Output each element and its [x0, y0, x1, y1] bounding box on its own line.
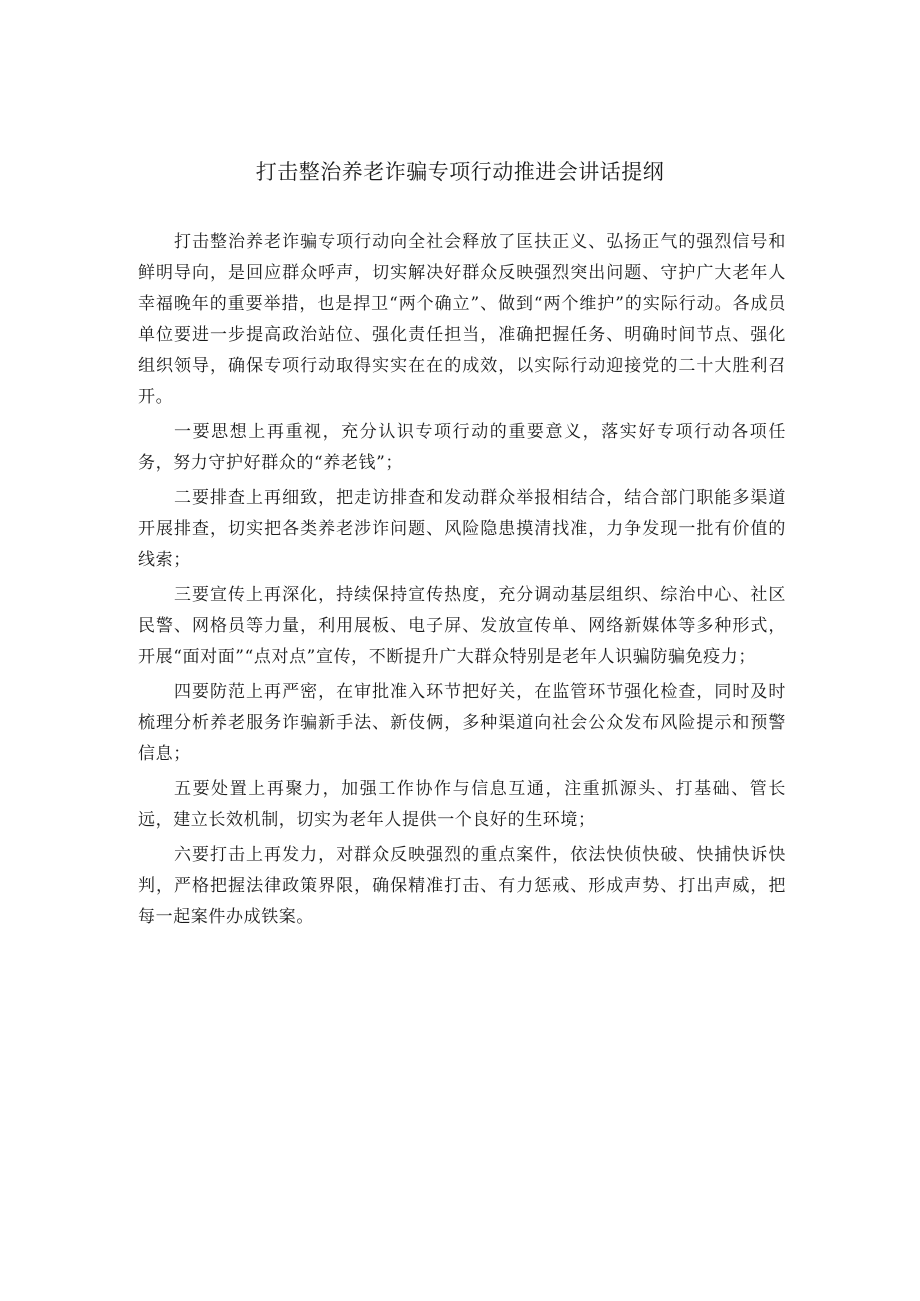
document-title: 打击整治养老诈骗专项行动推进会讲话提纲	[255, 160, 665, 184]
paragraph-point-1: 一要思想上再重视，充分认识专项行动的重要意义，落实好专项行动各项任务，努力守护好群众的“养老钱”；	[138, 422, 786, 473]
paragraph-point-3: 三要宣传上再深化，持续保持宣传热度，充分调动基层组织、综治中心、社区民警、网格员等力量，利用展板、电子屏、发放宣传单、网络新媒体等多种形式，开展“面对面”“点对点”宣传，不断提升广大群众特别是老年人识骗防骗免疫力；	[138, 585, 786, 667]
document-body	[138, 227, 786, 937]
paragraph-point-6: 六要打击上再发力，对群众反映强烈的重点案件，依法快侦快破、快捕快诉快判，严格把握法律政策界限，确保精准打击、有力惩戒、形成声势、打出声威，把每一起案件办成铁案。	[138, 845, 786, 927]
paragraph-point-2: 二要排查上再细致，把走访排查和发动群众举报相结合，结合部门职能多渠道开展排查，切实把各类养老涉诈问题、风险隐患摸清找准，力争发现一批有价值的线索；	[138, 488, 786, 570]
paragraph-intro: 打击整治养老诈骗专项行动向全社会释放了匡扶正义、弘扬正气的强烈信号和鲜明导向，是回应群众呼声，切实解决好群众反映强烈突出问题、守护广大老年人幸福晚年的重要举措，也是捍卫“两个确立”、做到“两个维护”的实际行动。各成员单位要进一步提高政治站位、强化责任担当，准确把握任务、明确时间节点、强化组织领导，确保专项行动取得实实在在的成效，以实际行动迎接党的二十大胜利召开。	[138, 232, 786, 407]
paragraph-point-4: 四要防范上再严密，在审批准入环节把好关，在监管环节强化检查，同时及时梳理分析养老服务诈骗新手法、新伎俩，多种渠道向社会公众发布风险提示和预警信息；	[138, 682, 786, 764]
paragraph-point-5: 五要处置上再聚力，加强工作协作与信息互通，注重抓源头、打基础、管长远，建立长效机制，切实为老年人提供一个良好的生环境；	[138, 779, 786, 830]
